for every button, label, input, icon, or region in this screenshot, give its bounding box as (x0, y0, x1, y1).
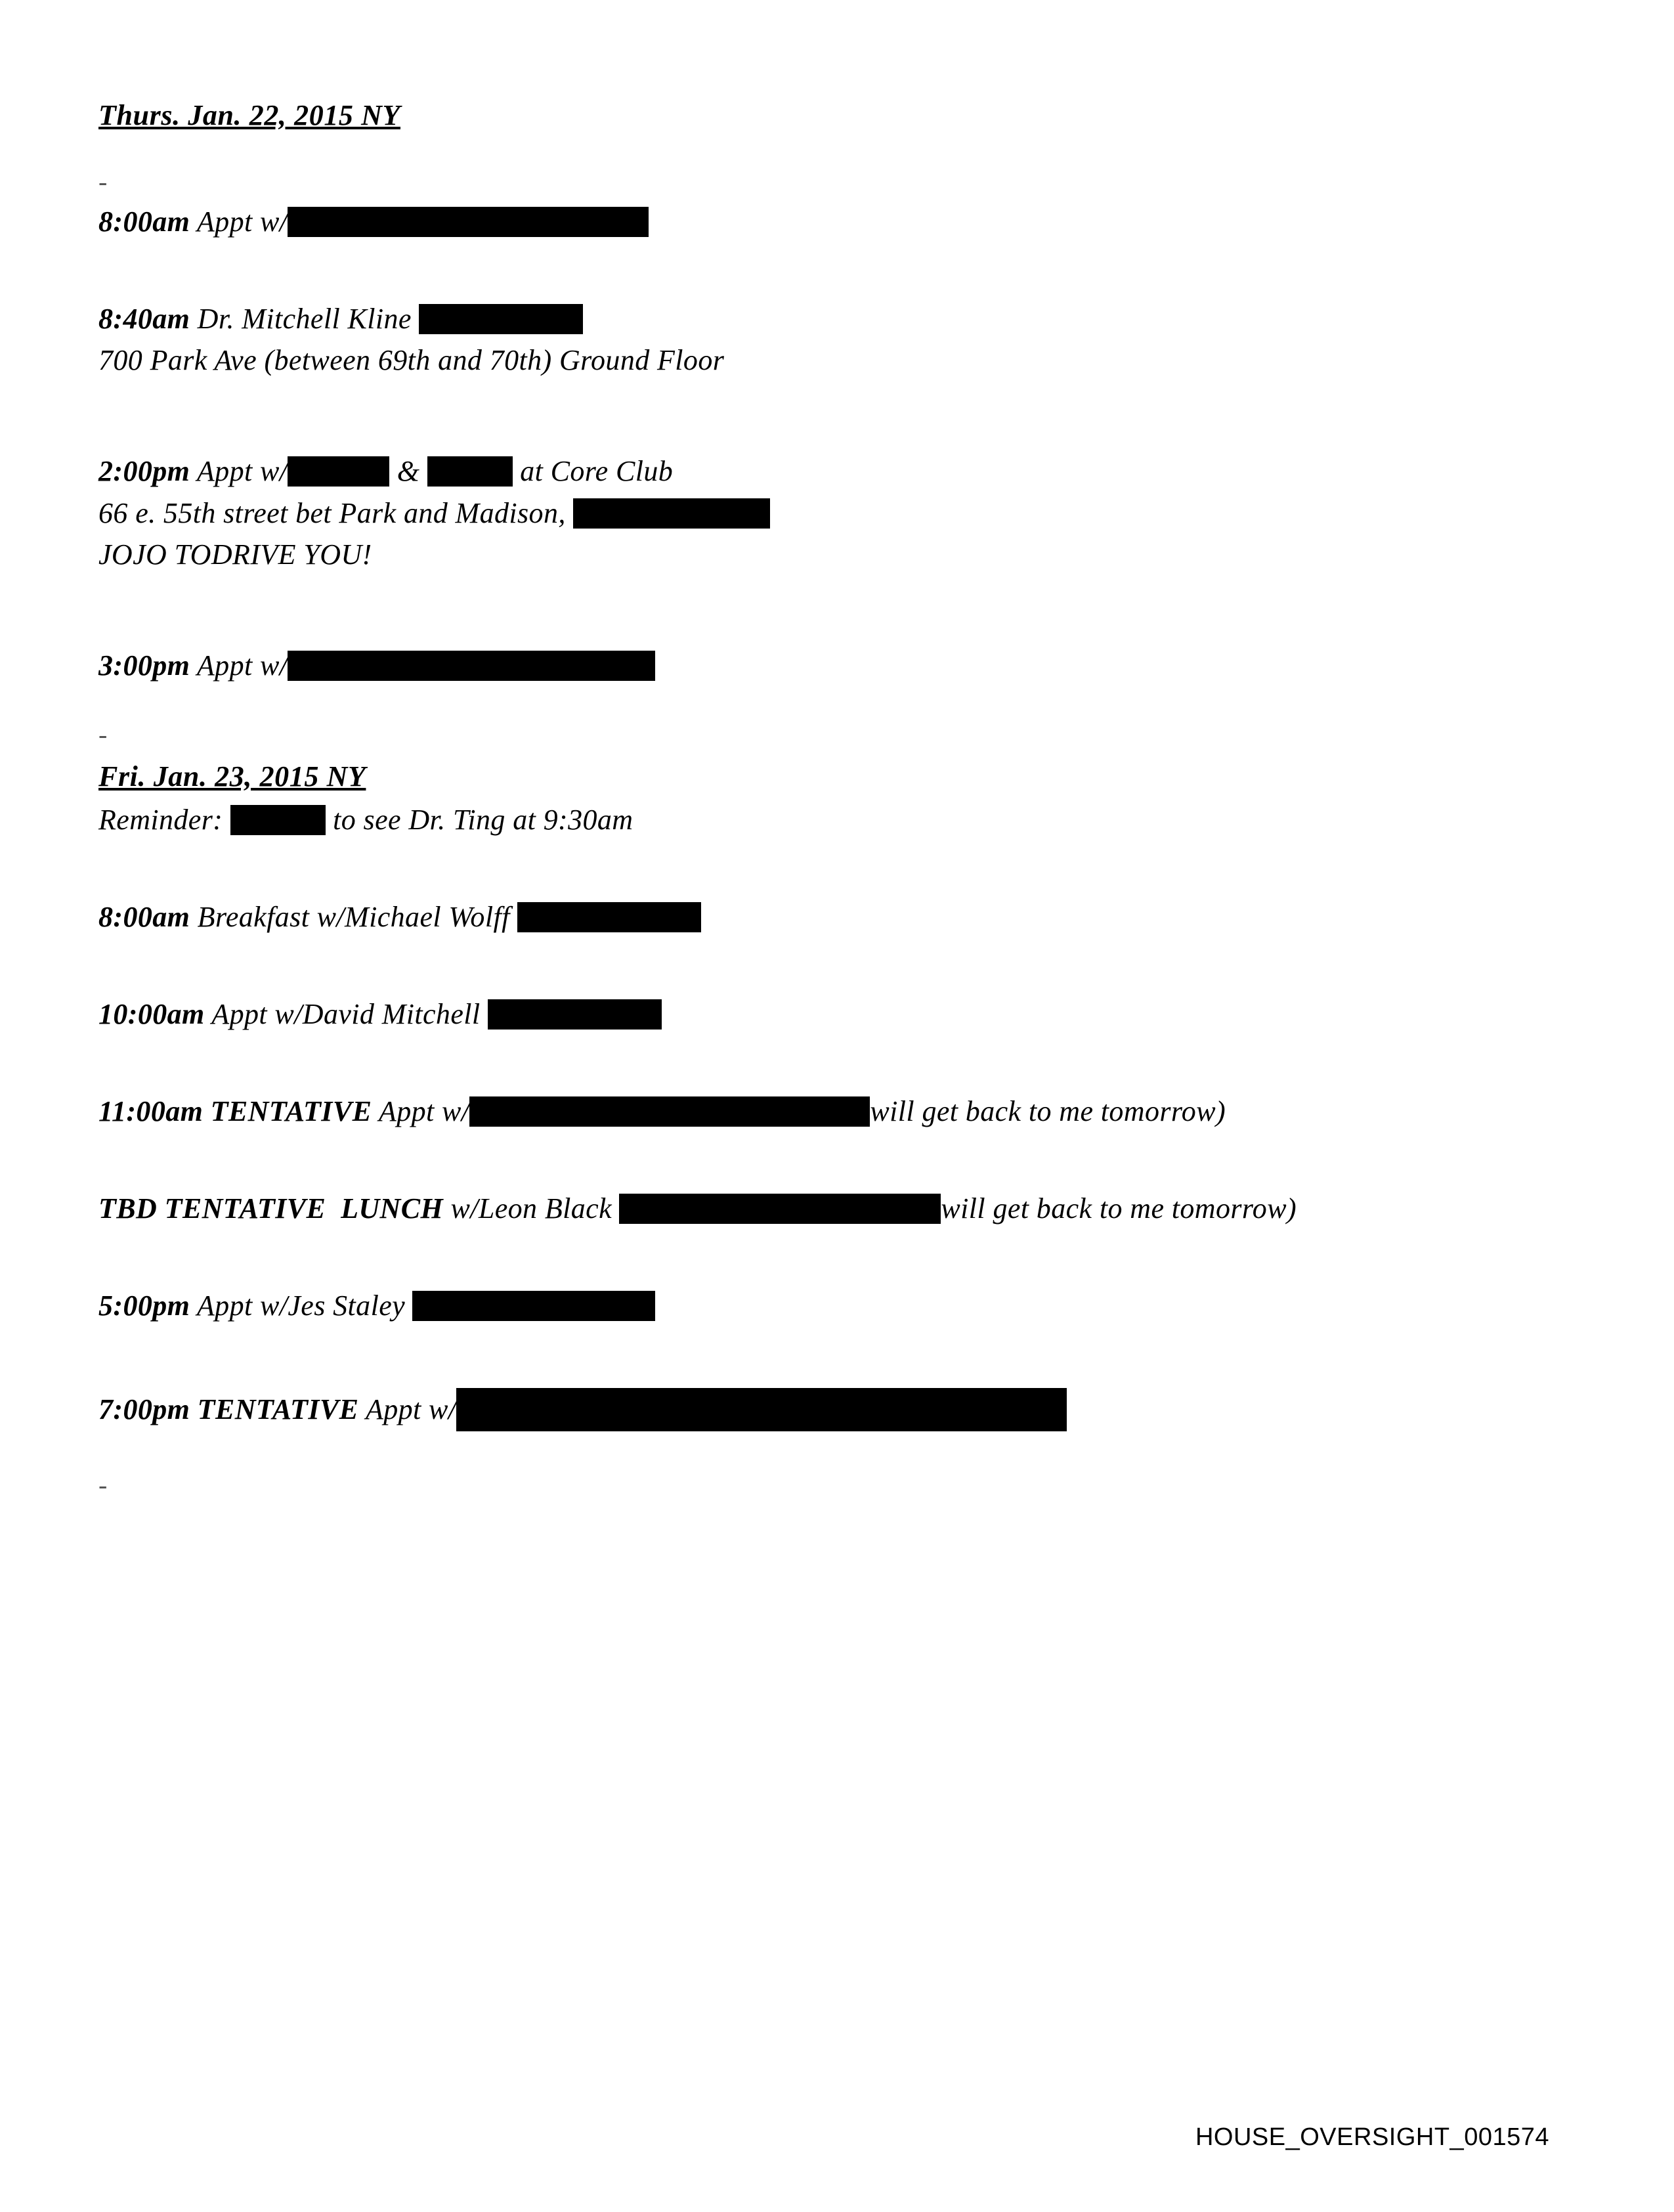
entry-0840am-address (98, 346, 1549, 375)
entry-time: 5:00pm (98, 1290, 190, 1322)
reminder-label: Reminder: (98, 804, 230, 836)
spacer (98, 1321, 1549, 1362)
entry-0200pm-note (98, 540, 1549, 569)
entry-text-3: at Core Club (512, 455, 674, 487)
entry-0800am-thursday (98, 207, 1549, 237)
spacer (98, 1030, 1549, 1070)
entry-time: 10:00am (98, 998, 205, 1030)
entry-text: w/Leon Black (443, 1192, 620, 1225)
entry-0700pm-friday (98, 1388, 1549, 1431)
spacer (98, 1127, 1549, 1167)
redaction-bar (488, 999, 662, 1030)
bullet-dash-end: - (98, 1470, 108, 1500)
entry-text: Appt w/ (358, 1393, 457, 1425)
spacer (98, 569, 1549, 610)
entry-time: 8:00am (98, 206, 190, 238)
reminder-text: to see Dr. Ting at 9:30am (325, 804, 633, 836)
entry-text: Appt w/ (372, 1095, 470, 1127)
redaction-bar (619, 1194, 941, 1224)
spacer (98, 793, 1549, 805)
entry-time: 8:40am (98, 303, 190, 335)
spacer (98, 681, 1549, 722)
spacer (98, 1265, 1549, 1291)
entry-1100am-friday (98, 1096, 1549, 1127)
entry-text-2: & (389, 455, 427, 487)
spacer (98, 1070, 1549, 1096)
entry-0200pm-thursday (98, 456, 1549, 487)
spacer (98, 375, 1549, 416)
spacer (98, 1362, 1549, 1388)
redaction-bar (419, 304, 583, 334)
redaction-bar (288, 207, 649, 237)
document-body (98, 98, 1549, 1498)
bullet-dash-thursday: - (98, 167, 108, 196)
reminder-line-friday (98, 805, 1549, 835)
spacer (98, 932, 1549, 973)
entry-0840am-thursday (98, 304, 1549, 334)
entry-tbd-lunch-friday (98, 1194, 1549, 1224)
entry-subline: JOJO TODRIVE YOU! (98, 538, 372, 571)
entry-0300pm-thursday (98, 651, 1549, 681)
entry-time: 3:00pm (98, 649, 190, 682)
spacer (98, 610, 1549, 651)
spacer (98, 1224, 1549, 1265)
entry-text: Breakfast w/Michael Wolff (190, 901, 518, 933)
spacer (98, 132, 1549, 169)
entry-text: Appt w/ (190, 206, 288, 238)
spacer (98, 416, 1549, 456)
spacer (98, 973, 1549, 999)
entry-text: Appt w/David Mitchell (204, 998, 488, 1030)
entry-time: 2:00pm (98, 455, 190, 487)
entry-time: 7:00pm TENTATIVE (98, 1393, 359, 1425)
entry-text: Appt w/ (190, 455, 288, 487)
entry-text-after: will get back to me tomorrow) (941, 1192, 1297, 1225)
entry-text: Appt w/Jes Staley (190, 1290, 413, 1322)
spacer (98, 1431, 1549, 1472)
entry-time: TBD TENTATIVE LUNCH (98, 1192, 444, 1225)
redaction-bar (288, 456, 389, 487)
spacer (98, 195, 1549, 207)
redaction-bar (517, 902, 701, 932)
day-header-friday: Fri. Jan. 23, 2015 NY (98, 760, 366, 792)
day-header-thursday: Thurs. Jan. 22, 2015 NY (98, 99, 400, 131)
entry-1000am-friday (98, 999, 1549, 1030)
entry-0500pm-friday (98, 1291, 1549, 1321)
spacer (98, 835, 1549, 876)
redaction-bar (456, 1388, 1067, 1431)
entry-time: 8:00am (98, 901, 190, 933)
redaction-bar (412, 1291, 655, 1321)
entry-subline: 700 Park Ave (between 69th and 70th) Ground Floor (98, 344, 725, 376)
entry-text: Dr. Mitchell Kline (190, 303, 419, 335)
redaction-bar (573, 498, 770, 529)
redaction-bar (469, 1096, 870, 1127)
entry-subline: 66 e. 55th street bet Park and Madison, (98, 497, 574, 529)
spacer (98, 278, 1549, 304)
spacer (98, 237, 1549, 278)
entry-text: Appt w/ (190, 649, 288, 682)
spacer (98, 876, 1549, 902)
redaction-bar (427, 456, 513, 487)
bullet-dash-friday: - (98, 720, 108, 749)
redaction-bar (230, 805, 326, 835)
spacer (98, 748, 1549, 760)
spacer (98, 1167, 1549, 1194)
entry-0800am-friday (98, 902, 1549, 932)
bates-stamp: HOUSE_OVERSIGHT_001574 (1195, 2123, 1549, 2151)
entry-time: 11:00am TENTATIVE (98, 1095, 372, 1127)
entry-text-after: will get back to me tomorrow) (870, 1095, 1226, 1127)
redaction-bar (288, 651, 655, 681)
entry-0200pm-address (98, 498, 1549, 529)
